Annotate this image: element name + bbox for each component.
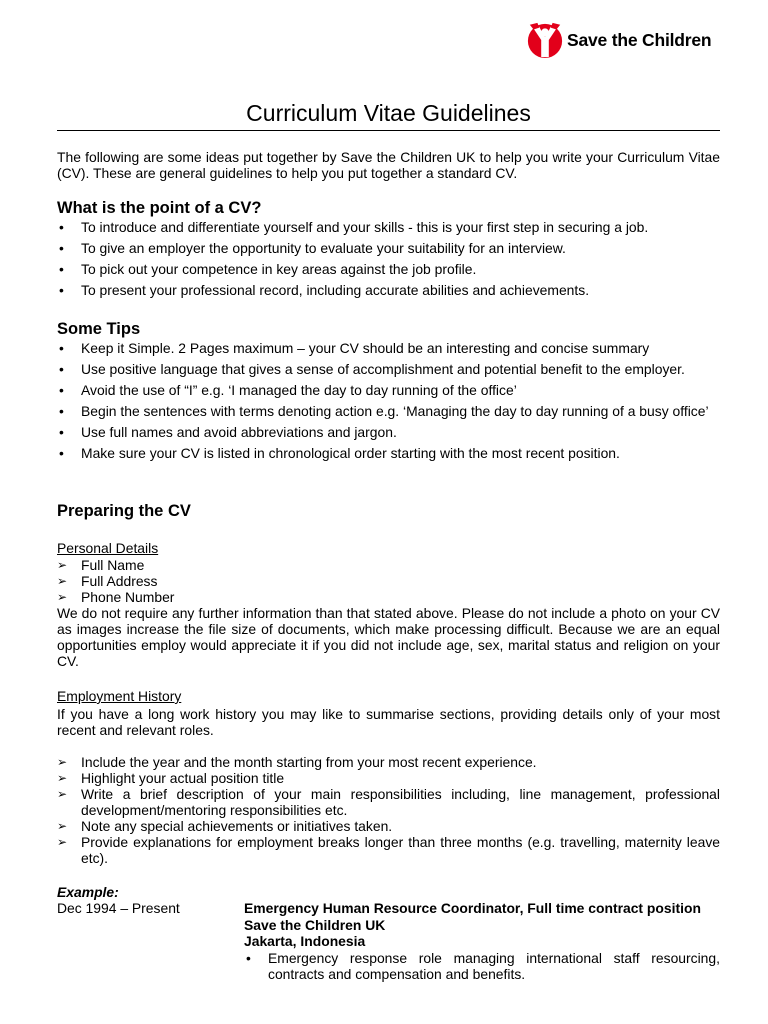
- list-item: • Use positive language that gives a sense of accomplishment and potential benefit to the employer.: [57, 361, 720, 377]
- list-item: • Begin the sentences with terms denoting action e.g. ‘Managing the day to day running of a busy office’: [57, 403, 720, 419]
- employment-list: [57, 754, 720, 866]
- list-item: ➢ Highlight your actual position title: [57, 770, 720, 786]
- heading-some-tips: Some Tips: [57, 320, 141, 338]
- list-item: • Use full names and avoid abbreviations and jargon.: [57, 424, 720, 440]
- list-item: ➢ Phone Number: [57, 589, 720, 605]
- list-item: ➢ Include the year and the month starting from your most recent experience.: [57, 754, 720, 770]
- list-item: • Emergency response role managing international staff resourcing, contracts and compensation and benefits.: [244, 950, 720, 982]
- example-position: Emergency Human Resource Coordinator, Full time contract position: [244, 900, 701, 916]
- tips-list: [57, 340, 720, 461]
- point-list: [57, 219, 720, 298]
- personal-details-note: We do not require any further information than that stated above. Please do not include a photo on your CV as images increase the file size of documents, which make processing difficult. Because we are an equal opportunities employ would appreciate it if you did not include age, sex, marital status and religion on your CV.: [57, 605, 720, 669]
- example-list: [244, 950, 720, 982]
- list-item: • To pick out your competence in key areas against the job profile.: [57, 261, 720, 277]
- list-item: • To present your professional record, including accurate abilities and achievements.: [57, 282, 720, 298]
- list-item: • To give an employer the opportunity to evaluate your suitability for an interview.: [57, 240, 720, 256]
- employment-intro: If you have a long work history you may like to summarise sections, providing details only of your most recent and relevant roles.: [57, 706, 720, 738]
- example-date: Dec 1994 – Present: [57, 900, 180, 916]
- list-item: • Make sure your CV is listed in chronological order starting with the most recent position.: [57, 445, 720, 461]
- example-organisation: Save the Children UK: [244, 916, 386, 933]
- heading-point-of-cv: What is the point of a CV?: [57, 199, 262, 217]
- page-title: Curriculum Vitae Guidelines: [246, 100, 531, 126]
- subheading-employment-history: Employment History: [57, 688, 182, 704]
- list-item: ➢ Note any special achievements or initiatives taken.: [57, 818, 720, 834]
- example-details: [244, 900, 720, 982]
- heading-preparing-cv: Preparing the CV: [57, 502, 191, 520]
- example-location: Jakarta, Indonesia: [244, 933, 366, 949]
- personal-details-list: [57, 557, 720, 605]
- subheading-personal-details: Personal Details: [57, 540, 159, 556]
- save-the-children-figure-icon: [526, 19, 564, 61]
- logo-text: Save the Children: [567, 29, 712, 50]
- intro-paragraph: The following are some ideas put together by Save the Children UK to help you write your Curriculum Vitae (CV). These are general guidelines to help you put together a standard CV.: [57, 149, 720, 181]
- list-item: • Keep it Simple. 2 Pages maximum – your CV should be an interesting and concise summary: [57, 340, 720, 356]
- list-item: ➢ Full Address: [57, 573, 720, 589]
- title-divider: [57, 130, 720, 131]
- list-item: • Avoid the use of “I” e.g. ‘I managed the day to day running of the office’: [57, 382, 720, 398]
- logo: [526, 18, 726, 62]
- list-item: ➢ Write a brief description of your main responsibilities including, line management, professional development/mentoring responsibilities etc.: [57, 786, 720, 818]
- list-item: ➢ Full Name: [57, 557, 720, 573]
- list-item: • To introduce and differentiate yourself and your skills - this is your first step in securing a job.: [57, 219, 720, 235]
- example-label: Example:: [57, 884, 119, 900]
- list-item: ➢ Provide explanations for employment breaks longer than three months (e.g. travelling, maternity leave etc).: [57, 834, 720, 866]
